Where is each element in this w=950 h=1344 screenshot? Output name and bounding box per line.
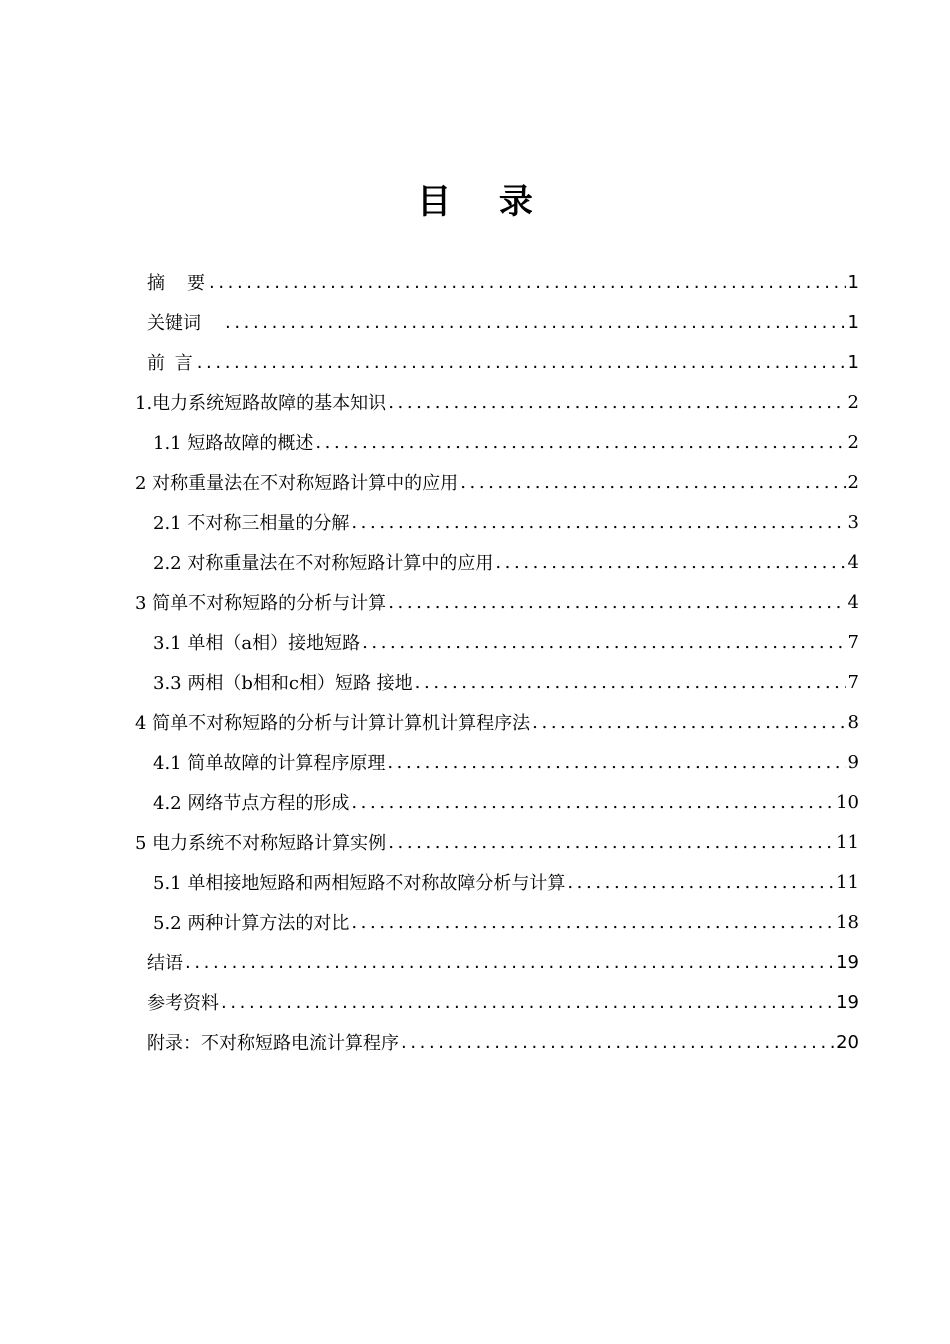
toc-entry-section-2-2[interactable]: [153, 542, 859, 582]
toc-entry-preface[interactable]: [147, 342, 859, 382]
toc-entry-references[interactable]: [147, 982, 859, 1022]
toc-leader-dots: [221, 992, 834, 1013]
toc-entry-section-2-1[interactable]: [153, 502, 859, 542]
toc-entry-page: 2: [847, 431, 859, 453]
toc-entry-conclusion[interactable]: [147, 942, 859, 982]
toc-entry-section-4-1[interactable]: [153, 742, 859, 782]
toc-entry-label: 5 电力系统不对称短路计算实例: [135, 833, 387, 854]
toc-entry-section-1-1[interactable]: [153, 422, 859, 462]
toc-entry-label: 参考资料: [147, 993, 219, 1014]
toc-entry-label: 2 对称重量法在不对称短路计算中的应用: [135, 473, 459, 494]
toc-entry-section-3-1[interactable]: [153, 622, 859, 662]
toc-entry-page: 11: [836, 871, 859, 893]
toc-entry-label: 4.1 简单故障的计算程序原理: [153, 753, 386, 774]
toc-entry-page: 8: [847, 711, 859, 733]
toc-entry-page: 9: [847, 751, 859, 773]
toc-entry-page: 1: [847, 351, 859, 373]
toc-entry-page: 11: [836, 831, 859, 853]
toc-leader-dots: [351, 512, 845, 533]
toc-entry-section-4[interactable]: [135, 702, 859, 742]
toc-entry-page: 2: [847, 471, 859, 493]
toc-leader-dots: [415, 672, 846, 693]
toc-entry-page: 7: [847, 671, 859, 693]
toc-entry-section-5[interactable]: [135, 822, 859, 862]
toc-entry-section-4-2[interactable]: [153, 782, 859, 822]
toc-leader-dots: [197, 352, 846, 373]
toc-entry-label: 4.2 网络节点方程的形成: [153, 793, 350, 814]
toc-leader-dots: [460, 472, 845, 493]
toc-leader-dots: [388, 392, 845, 413]
toc-leader-dots: [362, 632, 845, 653]
toc-leader-dots: [387, 752, 845, 773]
toc-entry-label: 5.2 两种计算方法的对比: [153, 913, 350, 934]
toc-leader-dots: [401, 1032, 834, 1053]
toc-entry-page: 19: [836, 951, 859, 973]
toc-leader-dots: [315, 432, 845, 453]
toc-entry-section-5-1[interactable]: [153, 862, 859, 902]
toc-entry-page: 3: [847, 511, 859, 533]
toc-entry-label: 3.3 两相（b相和c相）短路 接地: [153, 673, 413, 694]
toc-entry-section-5-2[interactable]: [153, 902, 859, 942]
toc-entry-label: 摘 要: [147, 273, 207, 294]
toc-entry-label: 1.电力系统短路故障的基本知识: [135, 393, 387, 414]
toc-entry-section-3-3[interactable]: [153, 662, 859, 702]
toc-leader-dots: [351, 912, 834, 933]
toc-entry-label: 2.2 对称重量法在不对称短路计算中的应用: [153, 553, 494, 574]
toc-entry-page: 10: [836, 791, 859, 813]
toc-entry-label: 3 简单不对称短路的分析与计算: [135, 593, 387, 614]
toc-entry-page: 1: [847, 311, 859, 333]
toc-entry-label: 5.1 单相接地短路和两相短路不对称故障分析与计算: [153, 873, 566, 894]
toc-entry-page: 20: [836, 1031, 859, 1053]
toc-leader-dots: [225, 312, 846, 333]
toc-entry-label: 2.1 不对称三相量的分解: [153, 513, 350, 534]
toc-entry-page: 18: [836, 911, 859, 933]
toc-entry-label: 结语: [147, 953, 183, 974]
toc-entry-page: 4: [847, 551, 859, 573]
toc-entry-label: 前 言: [147, 353, 195, 374]
toc-entry-section-1[interactable]: [135, 382, 859, 422]
toc-leader-dots: [495, 552, 845, 573]
toc-leader-dots: [185, 952, 834, 973]
toc-entry-page: 19: [836, 991, 859, 1013]
toc-entry-page: 4: [847, 591, 859, 613]
toc-entry-section-3[interactable]: [135, 582, 859, 622]
toc-leader-dots: [209, 272, 846, 293]
toc-entry-label: 关键词: [147, 313, 219, 334]
toc-entry-page: 1: [847, 271, 859, 293]
toc-entry-page: 2: [847, 391, 859, 413]
toc-entry-section-2[interactable]: [135, 462, 859, 502]
toc-entry-label: 4 简单不对称短路的分析与计算计算机计算程序法: [135, 713, 531, 734]
toc-leader-dots: [532, 712, 845, 733]
toc-entry-page: 7: [847, 631, 859, 653]
toc-leader-dots: [388, 832, 834, 853]
toc-leader-dots: [388, 592, 845, 613]
toc-entry-appendix[interactable]: [147, 1022, 859, 1062]
toc-entry-label: 3.1 单相（a相）接地短路: [153, 633, 361, 654]
toc-entry-label: 1.1 短路故障的概述: [153, 433, 314, 454]
toc-leader-dots: [351, 792, 834, 813]
toc-entry-label: 附录：不对称短路电流计算程序: [147, 1033, 399, 1054]
page-title: 目 录: [417, 182, 551, 222]
toc-entry-abstract[interactable]: [147, 262, 859, 302]
toc-entry-keywords[interactable]: [147, 302, 859, 342]
toc-leader-dots: [567, 872, 834, 893]
